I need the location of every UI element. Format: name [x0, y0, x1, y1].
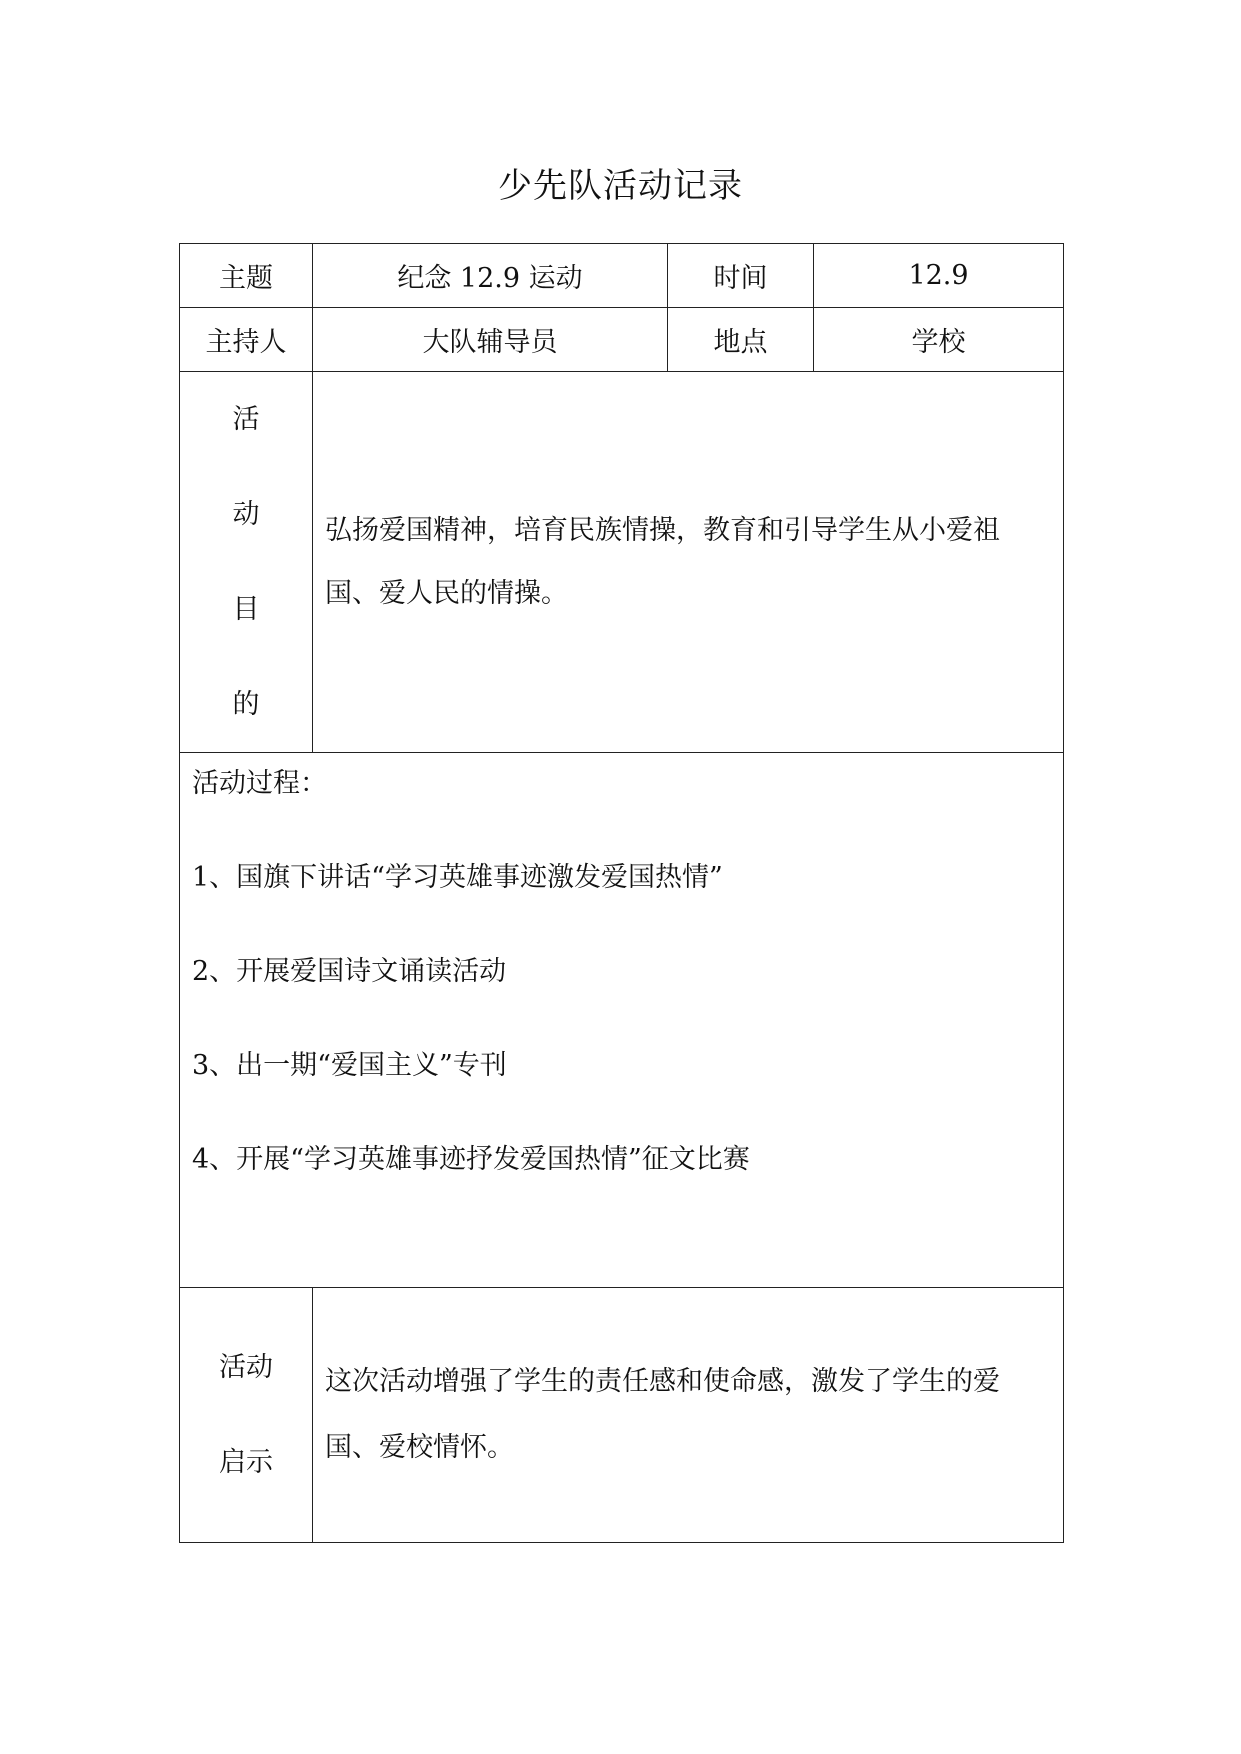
- time-value: 12.9: [814, 244, 1064, 308]
- process-item: 2、开展爱国诗文诵读活动: [192, 956, 507, 987]
- process-item: 4、开展“学习英雄事迹抒发爱国热情”征文比赛: [192, 1144, 750, 1175]
- enlightenment-row: [180, 1288, 1064, 1543]
- enlightenment-label: [180, 1288, 313, 1543]
- host-label: 主持人: [180, 308, 313, 372]
- purpose-label-char: 目: [232, 594, 260, 625]
- purpose-label: [180, 372, 313, 753]
- theme-value: 纪念 12.9 运动: [313, 244, 668, 308]
- enlightenment-text: 这次活动增强了学生的责任感和使命感，激发了学生的爱国、爱校情怀。: [313, 1288, 1064, 1543]
- process-row: [180, 753, 1064, 1288]
- purpose-label-char: 动: [232, 499, 260, 530]
- purpose-row: [180, 372, 1064, 753]
- host-value: 大队辅导员: [313, 308, 668, 372]
- purpose-label-char: 的: [232, 689, 260, 720]
- location-value: 学校: [814, 308, 1064, 372]
- purpose-text: 弘扬爱国精神，培育民族情操，教育和引导学生从小爱祖国、爱人民的情操。: [313, 372, 1064, 753]
- host-row: [180, 308, 1064, 372]
- process-cell: [180, 753, 1064, 1288]
- theme-row: [180, 244, 1064, 308]
- process-item: 1、国旗下讲话“学习英雄事迹激发爱国热情”: [192, 862, 723, 893]
- activity-record-table: [179, 243, 1064, 1543]
- location-label: 地点: [668, 308, 814, 372]
- process-heading: 活动过程：: [192, 768, 327, 799]
- theme-label: 主题: [180, 244, 313, 308]
- enlightenment-label-line: 活动: [219, 1352, 273, 1383]
- enlightenment-label-line: 启示: [219, 1447, 273, 1478]
- process-item: 3、出一期“爱国主义”专刊: [192, 1050, 507, 1081]
- time-label: 时间: [668, 244, 814, 308]
- document-title: 少先队活动记录: [498, 166, 743, 206]
- purpose-label-char: 活: [232, 404, 260, 435]
